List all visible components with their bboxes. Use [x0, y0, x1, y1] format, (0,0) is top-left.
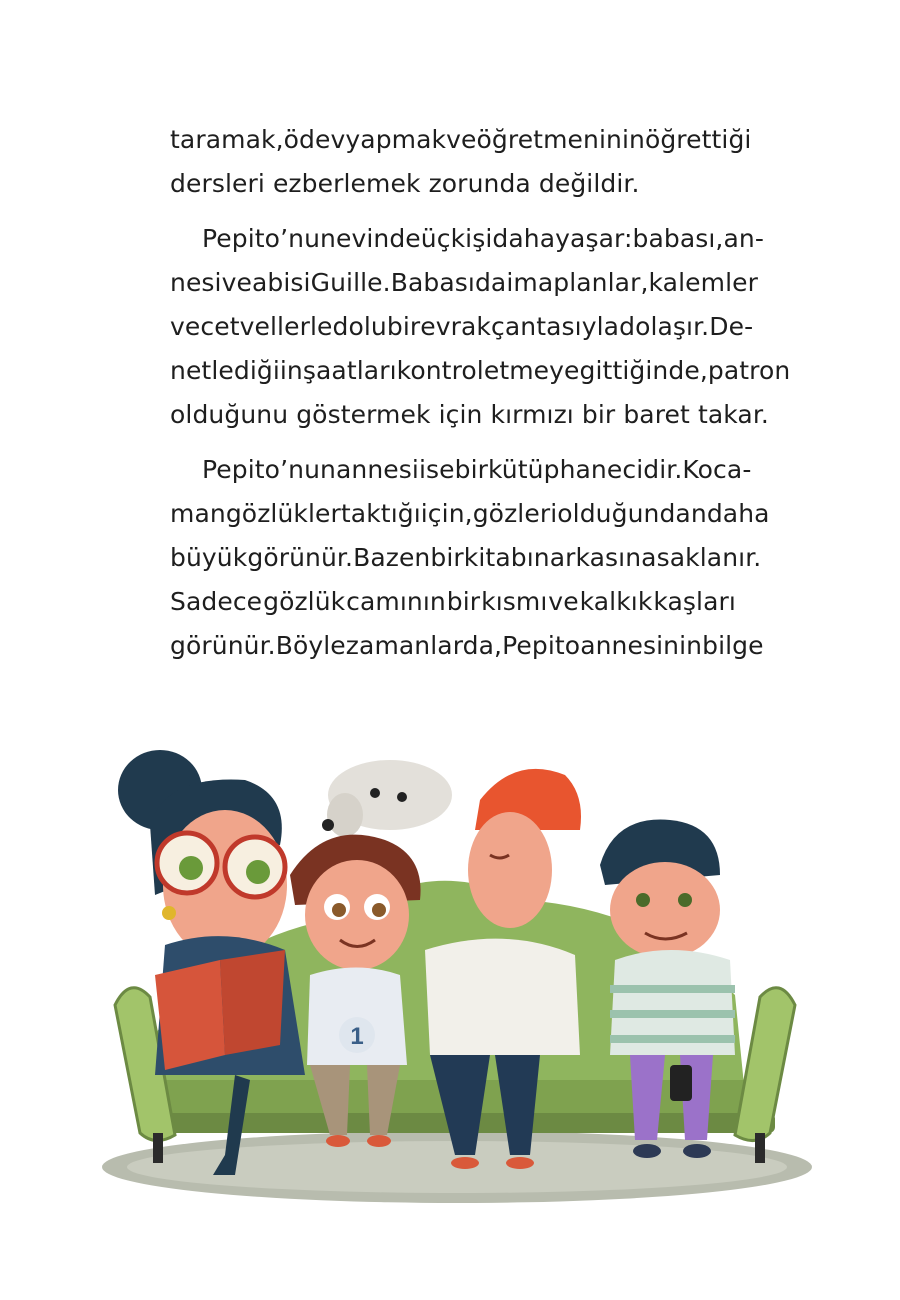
text-line: olduğunu göstermek için kırmızı bir baret takar. — [170, 400, 769, 429]
body-text — [170, 118, 791, 679]
mother-book — [155, 960, 225, 1070]
father-face — [468, 812, 552, 928]
paragraph — [170, 448, 770, 668]
guille-face — [610, 862, 720, 958]
dog — [322, 760, 452, 837]
text-line: görünür. Böyle zamanlarda, Pepito annesinin bilge — [170, 631, 764, 660]
text-line: ve cetvellerle dolu bir evrak çantasıyla dolaşır. De- — [170, 312, 754, 341]
text-line: netlediği inşaatları kontrol etmeye gittiğinde, patron — [170, 356, 791, 385]
shirt-number: 1 — [350, 1023, 364, 1050]
phone — [670, 1065, 692, 1101]
text-line: Pepito’nun annesi ise bir kütüphanecidir. Koca- — [202, 455, 752, 484]
text-line: nesi ve abisi Guille. Babası daima planlar, kalemler — [170, 268, 758, 297]
paragraph — [170, 217, 791, 437]
text-line: man gözlükler taktığı için, gözleri olduğundan daha — [170, 499, 770, 528]
text-line: dersleri ezberlemek zorunda değildir. — [170, 169, 640, 198]
father-shirt — [425, 939, 580, 1055]
paragraph — [170, 118, 752, 206]
text-line: Sadece gözlük camının bir kısmı ve kalkık kaşları — [170, 587, 736, 616]
text-line: büyük görünür. Bazen bir kitabın arkasına saklanır. — [170, 543, 762, 572]
text-line: taramak, ödev yapmak ve öğretmeninin öğrettiği — [170, 125, 752, 154]
family-on-sofa-illustration — [95, 735, 825, 1205]
text-line: Pepito’nun evinde üç kişi daha yaşar: babası, an- — [202, 224, 764, 253]
sofa-right-arm — [735, 988, 795, 1141]
pepito-face — [305, 860, 409, 970]
